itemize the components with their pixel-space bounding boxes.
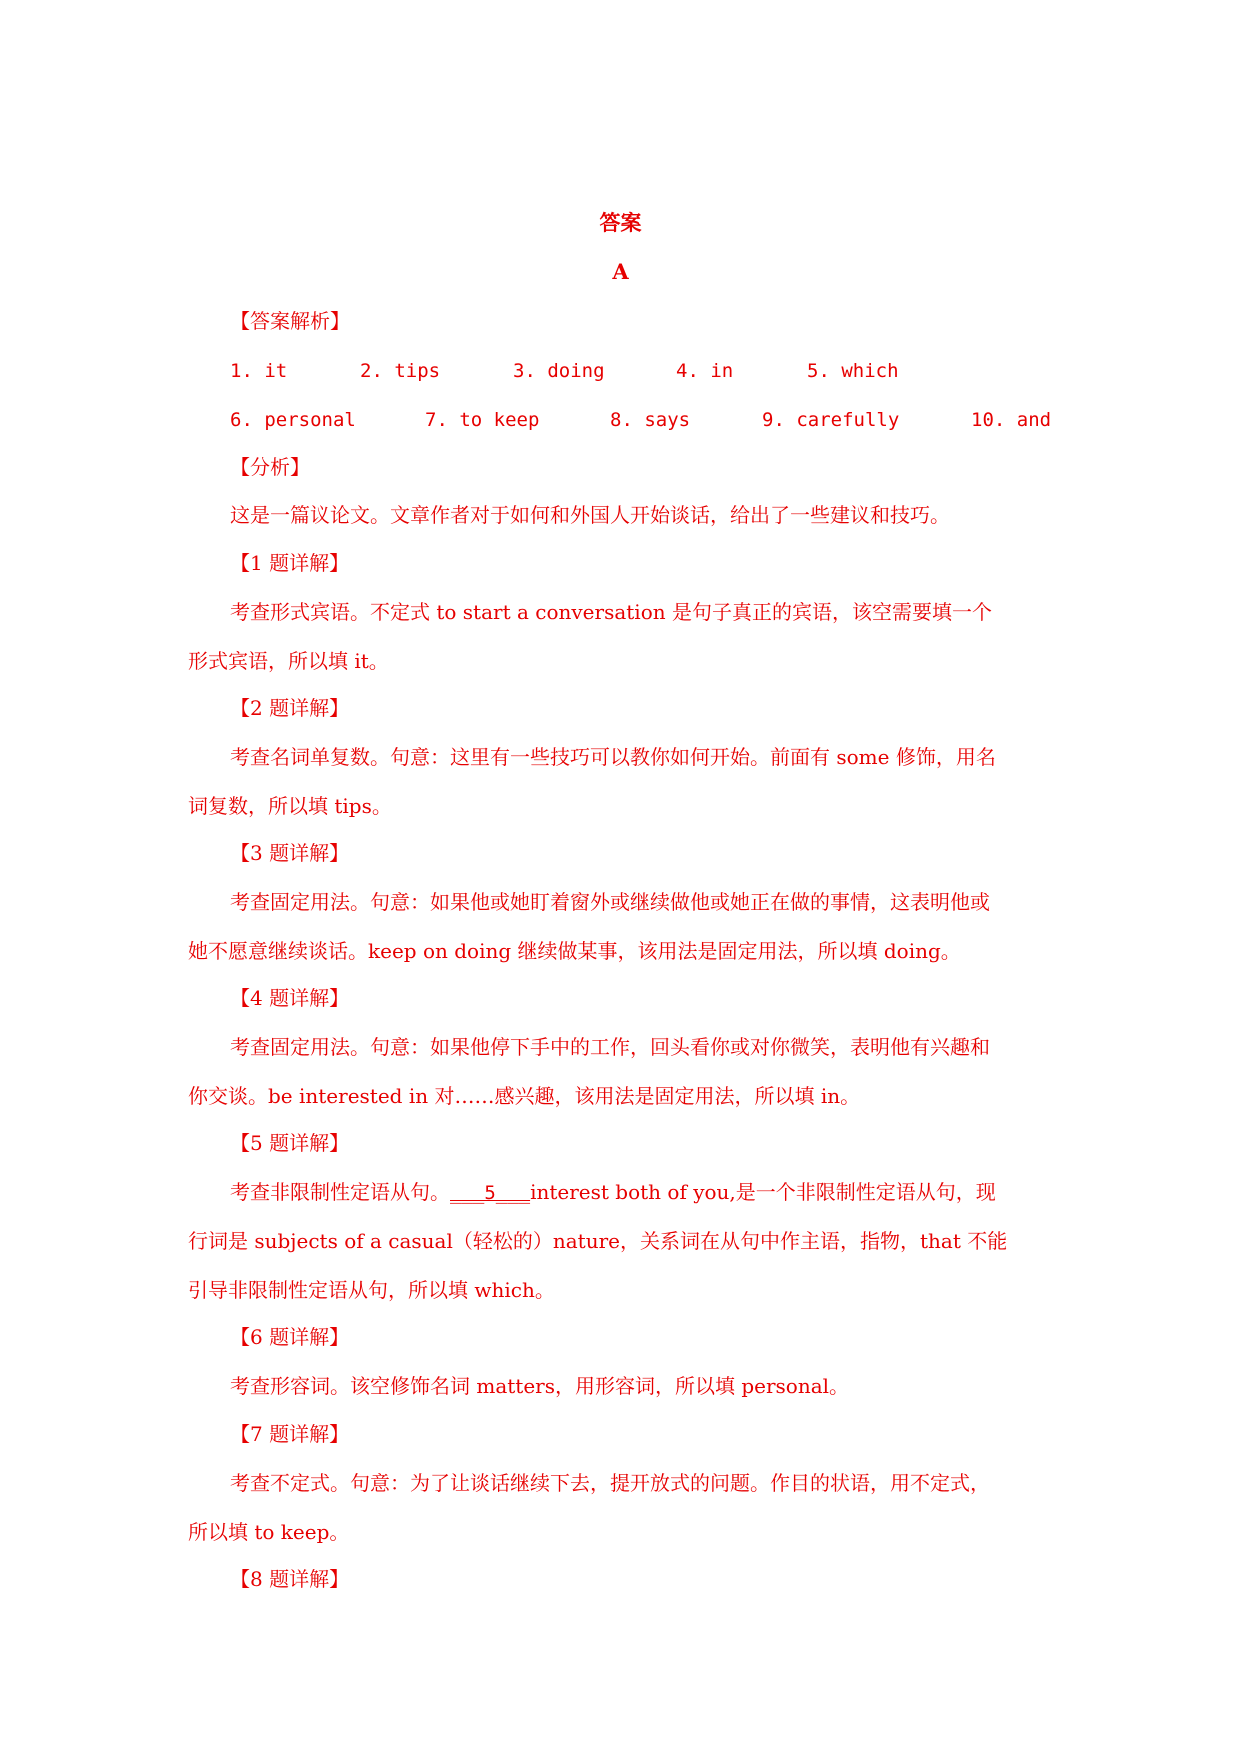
q1-heading: 【1 题详解】	[230, 551, 350, 575]
q3-heading: 【3 题详解】	[230, 841, 350, 865]
answer-item: 7. to keep	[425, 409, 540, 431]
q2-heading: 【2 题详解】	[230, 696, 350, 720]
q3-line2: 她不愿意继续谈话。keep on doing 继续做某事，该用法是固定用法，所以填 doing。	[188, 939, 961, 963]
answer-item: 9. carefully	[762, 409, 900, 431]
answer-item: 6. personal	[230, 409, 356, 431]
q6-line1: 考查形容词。该空修饰名词 matters，用形容词，所以填 personal。	[230, 1374, 850, 1398]
fill-blank: ___5___	[450, 1182, 531, 1204]
q5-line1	[230, 1179, 996, 1206]
q5-line1-suffix: interest both of you,是一个非限制性定语从句，现	[530, 1180, 996, 1204]
q4-line1: 考查固定用法。句意：如果他停下手中的工作，回头看你或对你微笑，表明他有兴趣和	[230, 1035, 990, 1059]
answer-item: 1. it	[230, 360, 288, 382]
q5-line1-prefix: 考查非限制性定语从句。	[230, 1180, 450, 1204]
answer-heading: 【答案解析】	[230, 309, 350, 333]
q3-line1: 考查固定用法。句意：如果他或她盯着窗外或继续做他或她正在做的事情，这表明他或	[230, 890, 990, 914]
answer-item: 10. and	[971, 409, 1052, 431]
q6-heading: 【6 题详解】	[230, 1325, 350, 1349]
answer-item: 3. doing	[513, 360, 605, 382]
q1-line2: 形式宾语，所以填 it。	[188, 649, 389, 673]
analysis-heading: 【分析】	[230, 455, 310, 479]
q2-line1: 考查名词单复数。句意：这里有一些技巧可以教你如何开始。前面有 some 修饰，用名	[230, 745, 996, 769]
q5-line2: 行词是 subjects of a casual（轻松的）nature，关系词在从句中作主语，指物，that 不能	[188, 1229, 1008, 1253]
q7-line1: 考查不定式。句意：为了让谈话继续下去，提开放式的问题。作目的状语，用不定式，	[230, 1471, 990, 1495]
q7-line2: 所以填 to keep。	[188, 1520, 350, 1544]
q4-heading: 【4 题详解】	[230, 986, 350, 1010]
section-label: A	[612, 259, 629, 284]
q4-line2: 你交谈。be interested in 对……感兴趣，该用法是固定用法，所以填 in。	[188, 1084, 861, 1108]
q7-heading: 【7 题详解】	[230, 1422, 350, 1446]
answer-item: 2. tips	[360, 360, 441, 382]
q5-line3: 引导非限制性定语从句，所以填 which。	[188, 1278, 555, 1302]
q8-heading: 【8 题详解】	[230, 1567, 350, 1591]
answer-item: 5. which	[807, 360, 899, 382]
q5-heading: 【5 题详解】	[230, 1131, 350, 1155]
q1-line1: 考查形式宾语。不定式 to start a conversation 是句子真正的宾语，该空需要填一个	[230, 600, 992, 624]
analysis-text: 这是一篇议论文。文章作者对于如何和外国人开始谈话，给出了一些建议和技巧。	[230, 503, 950, 527]
q2-line2: 词复数，所以填 tips。	[188, 794, 392, 818]
answer-item: 8. says	[610, 409, 691, 431]
page-title: 答案	[599, 210, 642, 235]
answer-item: 4. in	[676, 360, 734, 382]
